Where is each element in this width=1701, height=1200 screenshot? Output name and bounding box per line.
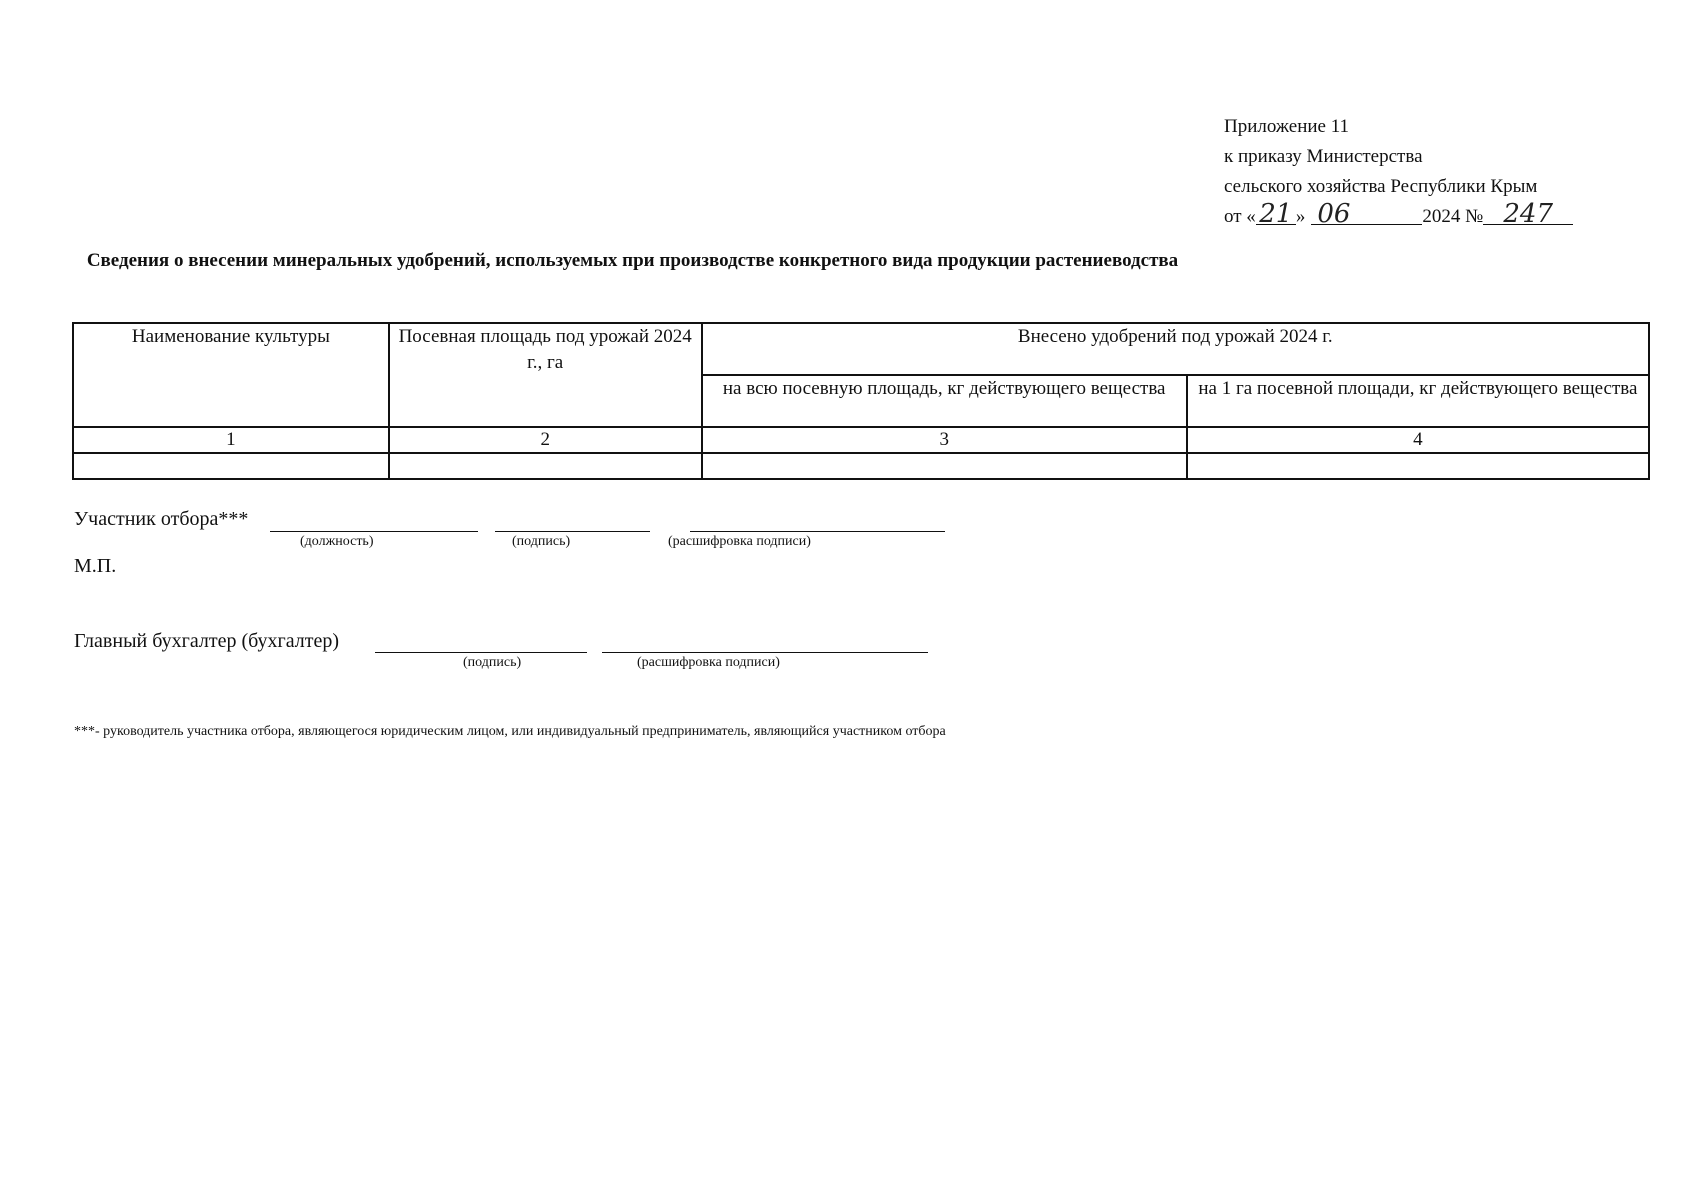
caption-position: (должность) <box>300 534 374 549</box>
handwritten-month: 06 <box>1311 204 1422 225</box>
accountant-label: Главный бухгалтер (бухгалтер) <box>74 630 340 652</box>
handwritten-day: 21 <box>1256 204 1296 225</box>
appendix-ministry-line: сельского хозяйства Республики Крым <box>1224 176 1538 197</box>
document-title: Сведения о внесении минеральных удобрений, используемых при производстве конкретного вида продукции растениеводства <box>86 250 1179 271</box>
appendix-reference <box>1224 112 1573 232</box>
column-number-4: 4 <box>1187 427 1649 453</box>
appendix-title: Приложение 11 <box>1224 116 1350 137</box>
header-sown-area: Посевная площадь под урожай 2024 г., га <box>389 323 702 427</box>
accountant-signature-line[interactable] <box>375 652 587 653</box>
date-mid: » <box>1295 206 1306 227</box>
handwritten-order-number: 247 <box>1483 204 1573 225</box>
data-cell-per-hectare[interactable] <box>1187 453 1649 479</box>
fertilizer-table <box>72 322 1650 480</box>
decoding-line[interactable] <box>690 531 945 532</box>
year-number-label: 2024 № <box>1422 206 1484 227</box>
column-number-3: 3 <box>702 427 1187 453</box>
header-fertilizer-group: Внесено удобрений под урожай 2024 г. <box>702 323 1649 375</box>
footnote: ***- руководитель участника отбора, являющегося юридическим лицом, или индивидуальный предприниматель, являющийся участником отбора <box>74 724 946 739</box>
column-number-2: 2 <box>389 427 702 453</box>
stamp-place: М.П. <box>74 555 117 577</box>
caption-accountant-decoding: (расшифровка подписи) <box>637 655 780 670</box>
accountant-decoding-line[interactable] <box>602 652 928 653</box>
data-cell-crop[interactable] <box>73 453 389 479</box>
column-number-1: 1 <box>73 427 389 453</box>
header-total-area: на всю посевную площадь, кг действующего вещества <box>702 375 1187 427</box>
participant-label: Участник отбора*** <box>74 508 249 530</box>
signature-line[interactable] <box>495 531 650 532</box>
caption-accountant-signature: (подпись) <box>463 655 522 670</box>
appendix-order-line: к приказу Министерства <box>1224 146 1423 167</box>
caption-decoding: (расшифровка подписи) <box>668 534 811 549</box>
header-crop-name: Наименование культуры <box>73 323 389 427</box>
caption-signature: (подпись) <box>512 534 571 549</box>
table-row <box>73 453 1649 479</box>
position-line[interactable] <box>270 531 478 532</box>
data-cell-area[interactable] <box>389 453 702 479</box>
date-prefix: от « <box>1224 206 1256 227</box>
appendix-date-line <box>1224 199 1573 232</box>
data-cell-total[interactable] <box>702 453 1187 479</box>
header-per-hectare: на 1 га посевной площади, кг действующего вещества <box>1187 375 1649 427</box>
